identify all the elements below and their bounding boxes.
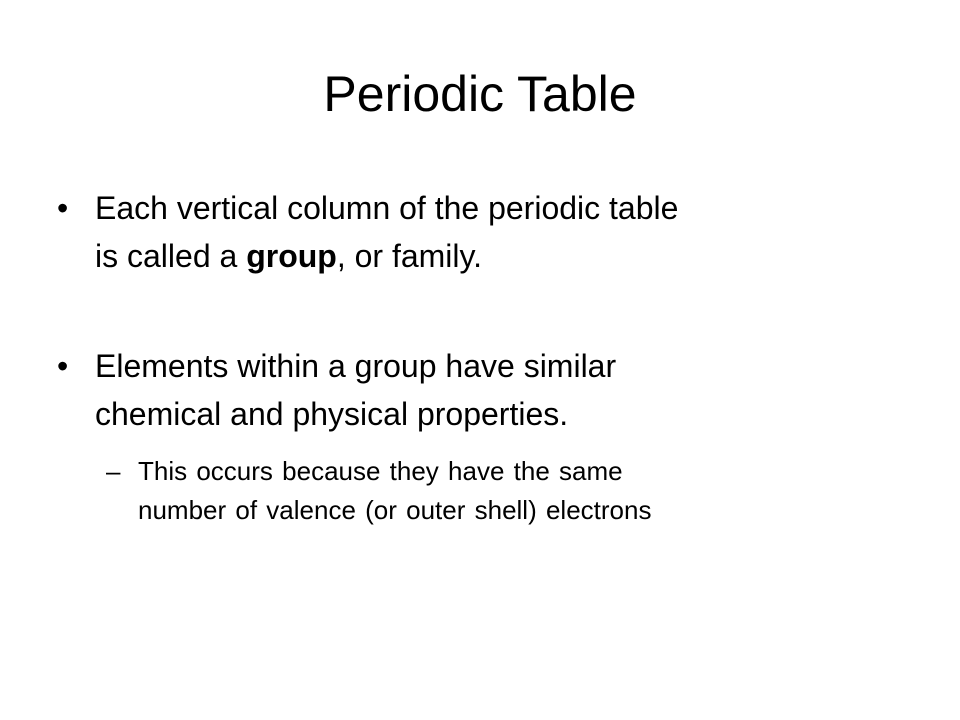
bullet-text-line: Elements within a group have similar <box>95 348 617 384</box>
sub-bullet-text-line: number of valence (or outer shell) electrons <box>138 495 652 525</box>
bullet-item-group-definition <box>57 184 887 280</box>
bullet-text-segment: , or family. <box>336 238 483 274</box>
sub-bullet-marker: – <box>106 456 121 486</box>
slide-title: Periodic Table <box>323 66 637 122</box>
bullet-text-line <box>95 232 887 280</box>
sub-bullet-text-line: This occurs because they have the same <box>138 456 623 486</box>
bullet-marker: • <box>57 348 69 384</box>
bullet-text-segment: is called a <box>95 238 247 274</box>
bullet-text-line: Each vertical column of the periodic table <box>95 190 679 226</box>
bold-term-group: group <box>246 238 337 274</box>
bullet-text-line: chemical and physical properties. <box>95 396 569 432</box>
bullet-item-similar-properties <box>57 342 887 438</box>
sub-bullet-item-valence-electrons <box>106 452 886 530</box>
bullet-marker: • <box>57 190 69 226</box>
